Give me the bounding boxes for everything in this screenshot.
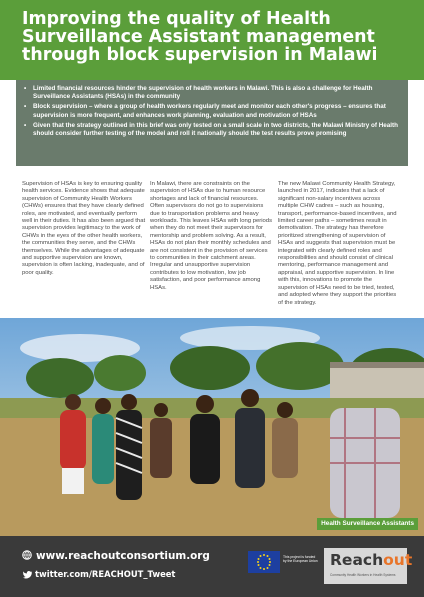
website-link[interactable]: www.reachoutconsortium.org: [36, 550, 210, 562]
eu-flag-icon: [248, 551, 280, 573]
title-banner: [0, 0, 424, 80]
bullet-icon: •: [24, 85, 27, 92]
body-column-3: The new Malawi Community Health Strategy, launched in 2017, indicates that a lack of significant non-salary incentives across multiple CHW cadres – such as housing, transport, performance-based incentives, and limited career paths – sometimes result in demotivation. The strategy has therefore prioritized strengthening of supervision of HSAs and suggests that supervision must be integrated with clearly defined roles and responsibilities and should consist of clinical mentoring, performance management and appraisal, and supportive supervision. In line with this, innovations to promote the supervision of HSAs need to be tried, tested, and adopted where they support the priorities of the strategy.: [278, 181, 397, 306]
key-point-item: • Block supervision – where a group of health workers regularly meet and monitor each other's progress – ensures that supervision is more frequent, and enhances work planning, evaluation and motivation of HSAs: [24, 103, 386, 119]
footer: [0, 536, 424, 597]
page-title: Improving the quality of Health Surveillance Assistant management through block supervision in Malawi: [22, 9, 378, 65]
group-photo: [0, 318, 424, 536]
bullet-icon: •: [24, 121, 27, 129]
globe-icon: [22, 550, 32, 560]
reachout-tagline: Community Health Workers in Health Systems: [330, 573, 396, 577]
key-point-item: • Limited financial resources hinder the supervision of health workers in Malawi. This is also a challenge for Health Surveillance Assistants (HSAs) in the community: [24, 85, 373, 101]
key-point-item: • Given that the strategy outlined in this brief was only tested on a small scale in two districts, the Malawi Ministry of Health should consider further testing of the model and roll it nationally should the test results prove promising: [24, 121, 398, 138]
twitter-link[interactable]: twitter.com/REACHOUT_Tweet: [35, 569, 176, 579]
photo-caption: Health Surveillance Assistants: [317, 518, 418, 530]
body-column-1: Supervision of HSAs is key to ensuring quality health services. Evidence shows that adequate supervision of Community Health Workers (CHWs) ensures that they have clearly defined roles, are motivated, and eventually perform well in their duties. It has also been argued that supervision provides legitimacy to the work of CHWs in the eyes of the other health workers, the communities they serve, and the CHWs themselves. While the advantages of adequate and supportive supervision are known, supervision is often lacking, inadequate, and of poor quality.: [22, 181, 146, 276]
twitter-icon: [23, 571, 32, 579]
reachout-logo-text: Reachout: [330, 551, 413, 569]
key-points-list: [24, 85, 400, 138]
body-columns: [22, 181, 408, 315]
body-column-2: In Malawi, there are constraints on the supervision of HSAs due to human resource shortages and lack of financial resources. Often supervisors do not go to supervisions due to transportation problems and heavy workloads. This leaves HSAs with long periods when they do not meet their supervisors for mentorship and problem solving. As a result, HSAs do not plan their monthly schedules and are not consistent in the provision of services to communities in their catchment areas. Irregular and unsupportive supervision contributes to low motivation, low job satisfaction, and poor performance among HSAs.: [150, 181, 273, 291]
key-points-box: [16, 80, 408, 166]
reachout-logo[interactable]: [324, 548, 413, 584]
eu-funding-text: This project is funded by the European Union: [283, 555, 318, 563]
bullet-icon: •: [24, 103, 27, 111]
